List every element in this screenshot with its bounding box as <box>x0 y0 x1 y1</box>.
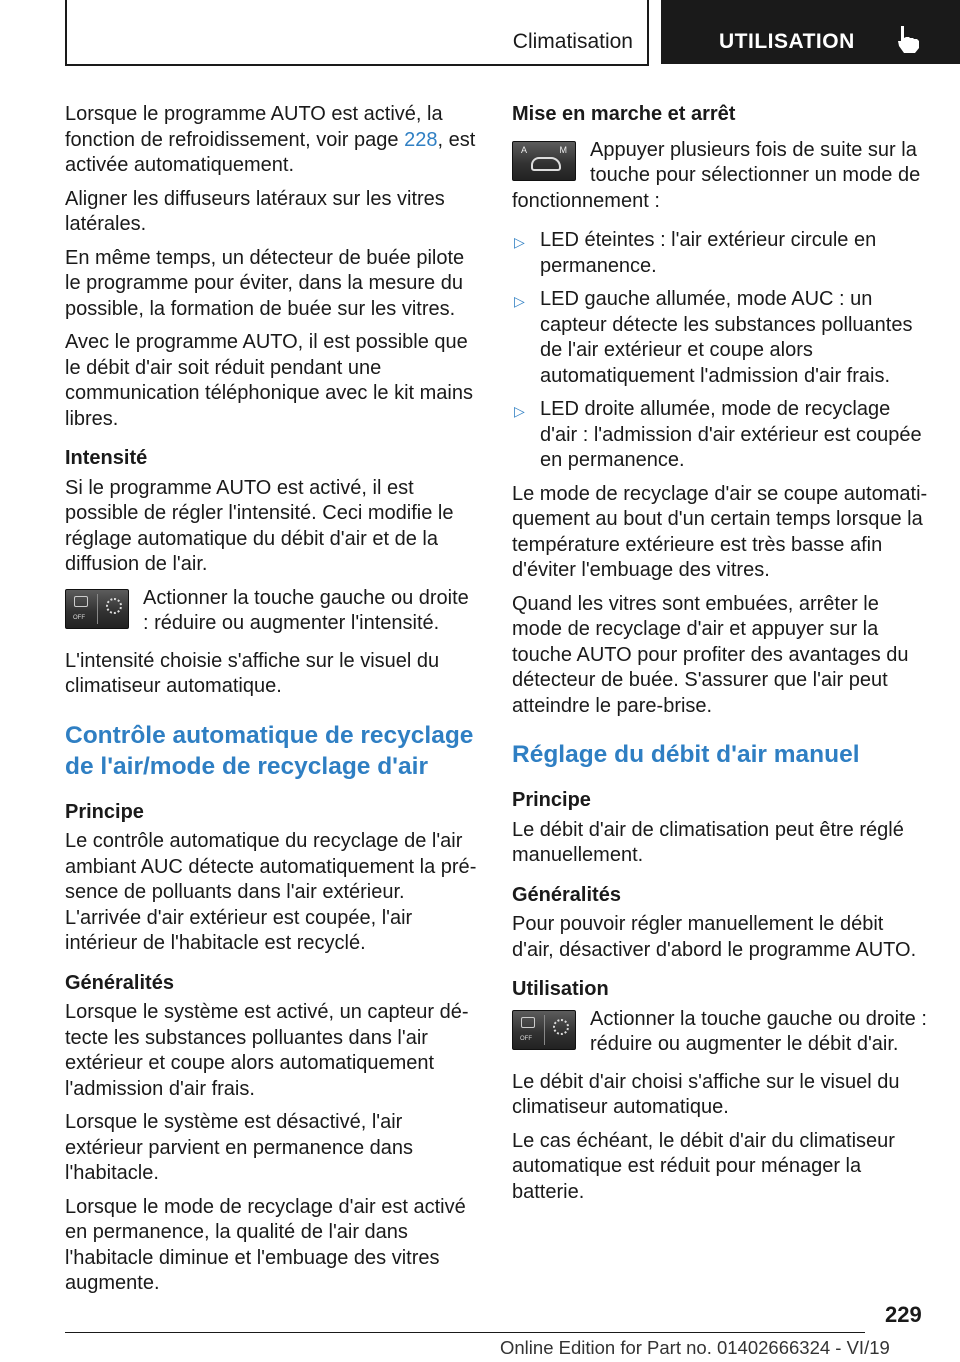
bullet-triangle-icon: ▷ <box>514 403 525 419</box>
paragraph: Aligner les diffuseurs latéraux sur les vitres latérales. <box>65 187 445 235</box>
list-item-text: LED droite allumée, mode de recyclage d'air : l'admission d'air extérieur est coupée en permanence. <box>540 398 922 471</box>
bullet-triangle-icon: ▷ <box>514 234 525 250</box>
auc-label-a: A <box>521 144 528 155</box>
paragraph: Lorsque le système est activé, un capteur détecte les substances polluantes dans l'air extérieur et coupe alors automatiquement l'admission d'air frais. <box>65 1001 469 1100</box>
subheading-generalites: Généralités <box>65 971 174 994</box>
list-item-text: LED gauche allumée, mode AUC : un capteur détecte les substances polluantes de l'air extérieur et coupe alors automatiquement l'admission d'air frais. <box>540 288 913 387</box>
instruction-row <box>512 1007 928 1058</box>
footer-divider <box>65 1332 865 1333</box>
header-section-box <box>65 0 649 66</box>
paragraph: Si le programme AUTO est activé, il est possible de régler l'intensité. Ceci modifie le réglage automatique du débit d'air et de la diffusion de l'air. <box>65 476 454 575</box>
paragraph: Avec le programme AUTO, il est possible que le débit d'air soit réduit pendant une communication téléphonique avec le kit mains libres. <box>65 331 473 430</box>
paragraph: Le cas échéant, le débit d'air du climatiseur automatique est réduit pour ménager la batterie. <box>512 1129 895 1203</box>
instruction-row <box>65 586 477 637</box>
paragraph <box>65 102 477 179</box>
instruction-row <box>512 138 928 189</box>
auc-button-image <box>512 141 576 181</box>
subheading-marche-arret: Mise en marche et arrêt <box>512 103 736 125</box>
paragraph: Quand les vitres sont embuées, arrêter le mode de recyclage d'air et appuyer sur la touche AUTO pour profiter des avantages du détecteur de buée. S'assurer que l'air peut atteindre le pare-brise. <box>512 592 909 717</box>
text: Lorsque le programme AUTO est activé, la fonction de refroidissement, voir page <box>65 103 443 151</box>
instruction-text: Appuyer plusieurs fois de suite sur la touche pour sélectionner un mode de <box>590 138 921 186</box>
recirculation-icon <box>521 1017 535 1028</box>
paragraph: L'intensité choisie s'affiche sur le visuel du climatiseur automatique. <box>65 649 440 697</box>
subheading-generalites: Généralités <box>512 883 621 906</box>
subheading-intensite: Intensité <box>65 447 148 469</box>
instruction-text: Actionner la touche gauche ou droite : réduire ou augmenter l'intensité. <box>143 586 469 634</box>
off-label: OFF <box>520 1035 532 1042</box>
list-item <box>512 228 928 279</box>
instruction-text-continued: fonctionnement : <box>512 189 660 212</box>
header-chapter-title: UTILISATION <box>719 30 855 53</box>
mode-list <box>512 228 928 474</box>
list-item-text: LED éteintes : l'air extérieur circule en permanence. <box>540 229 877 277</box>
divider <box>544 1015 545 1045</box>
off-label: OFF <box>73 614 85 621</box>
list-item <box>512 397 928 474</box>
pointing-hand-icon <box>895 24 923 54</box>
fan-button-image <box>65 589 129 629</box>
right-column <box>512 102 928 1213</box>
fan-icon <box>106 598 122 614</box>
paragraph: Le contrôle automatique du recyclage de l'air ambiant AUC détecte automatiquement la présence de polluants dans l'air extérieur. L'arrivée d'air extérieur est coupée, l'air intérieur de l'habitacle est recyclé. <box>65 830 477 954</box>
footer-edition: Online Edition for Part no. 01402666324 - VI/19 <box>500 1337 890 1358</box>
subheading-principe: Principe <box>65 800 144 823</box>
auc-label-m: M <box>559 144 567 155</box>
divider <box>97 594 98 624</box>
left-column <box>65 102 477 1305</box>
paragraph: Le débit d'air choisi s'affiche sur le visuel du climatiseur automatique. <box>512 1070 900 1118</box>
section-heading-debit: Réglage du débit d'air manuel <box>512 741 860 768</box>
page-link[interactable]: 228 <box>404 128 438 151</box>
header-chapter-tab <box>661 0 960 64</box>
paragraph: Lorsque le système est désactivé, l'air extérieur parvient en permanence dans l'habitacle. <box>65 1111 413 1184</box>
bullet-triangle-icon: ▷ <box>514 293 525 309</box>
car-icon <box>531 157 561 171</box>
fan-icon <box>553 1019 569 1035</box>
subheading-principe: Principe <box>512 789 591 811</box>
subheading-utilisation: Utilisation <box>512 978 609 1000</box>
paragraph: Pour pouvoir régler manuellement le débit d'air, désactiver d'abord le programme AUTO. <box>512 913 917 961</box>
paragraph: Le mode de recyclage d'air se coupe automatiquement au bout d'un certain temps lorsque la température extérieure est très basse afin d'éviter l'embuage des vitres. <box>512 482 928 581</box>
paragraph: En même temps, un détecteur de buée pilote le programme pour éviter, dans la mesure du possible, la formation de buée sur les vitres. <box>65 246 465 320</box>
text: , est activée automatiquement. <box>65 128 476 176</box>
recirculation-icon <box>74 596 88 607</box>
page-number: 229 <box>885 1302 922 1327</box>
section-heading-auc: Contrôle automatique de recyclage de l'air/mode de recyclage d'air <box>65 721 474 780</box>
paragraph: Lorsque le mode de recyclage d'air est activé en permanence, la qualité de l'air dans l'habitacle diminue et l'embuage des vitres augmente. <box>65 1195 466 1294</box>
instruction-text: Actionner la touche gauche ou droite : réduire ou augmenter le débit d'air. <box>590 1007 927 1055</box>
paragraph: Le débit d'air de climatisation peut être réglé manuellement. <box>512 818 904 866</box>
list-item <box>512 287 928 389</box>
fan-button-image <box>512 1010 576 1050</box>
header-section-title: Climatisation <box>512 30 633 53</box>
